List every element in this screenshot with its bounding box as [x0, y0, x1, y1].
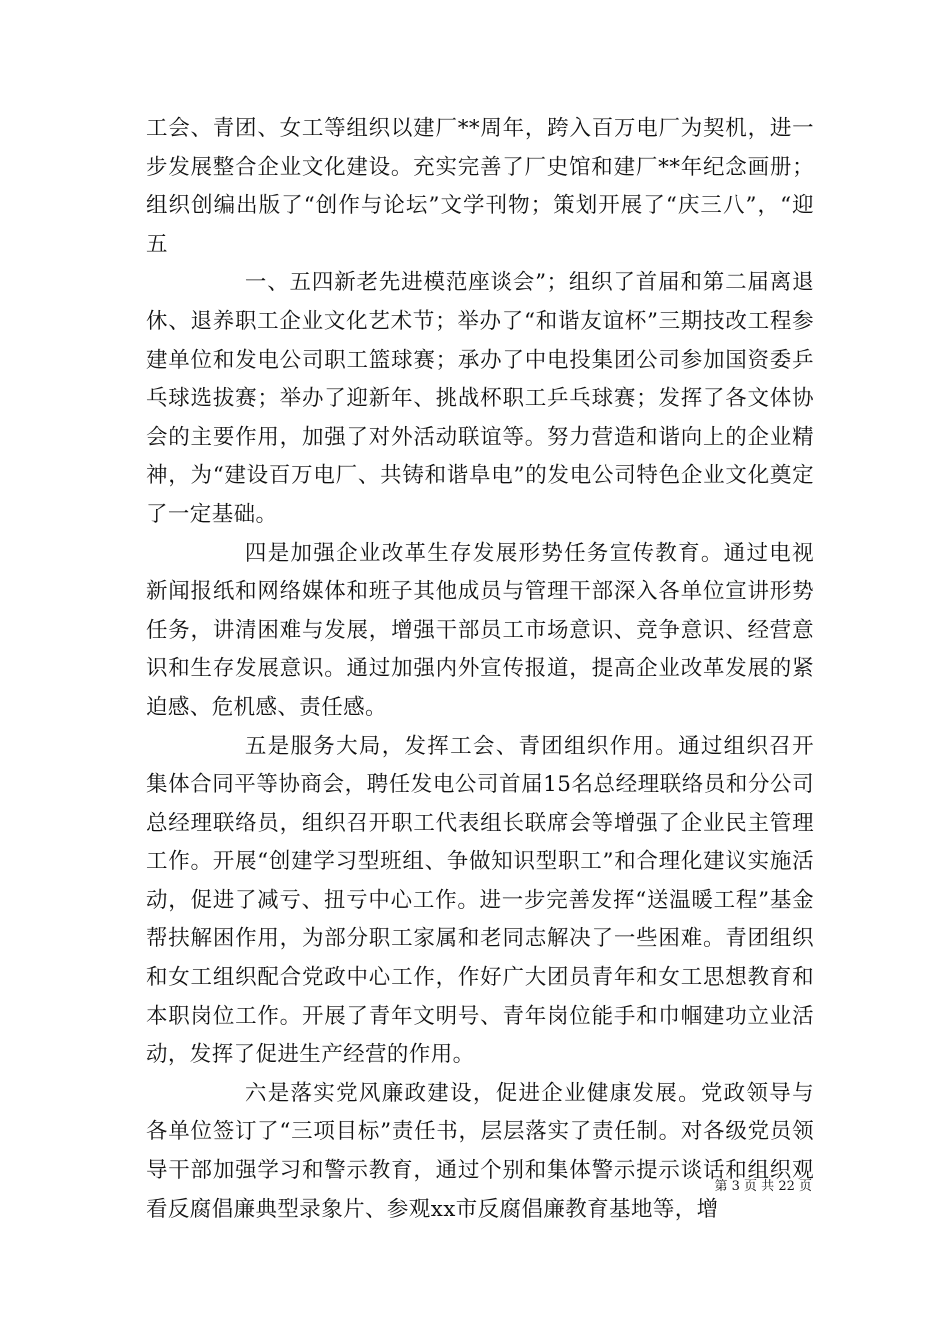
paragraph-2: 一、五四新老先进模范座谈会”；组织了首届和第二届离退休、退养职工企业文化艺术节；举办了“和谐友谊杯”三期技改工程参建单位和发电公司职工篮球赛；承办了中电投集团公司参加国资委乒乓球选拔赛；举办了迎新年、挑战杯职工乒乓球赛；发挥了各文体协会的主要作用，加强了对外活动联谊等。努力营造和谐向上的企业精神，为“建设百万电厂、共铸和谐阜电”的发电公司特色企业文化奠定了一定基础。: [146, 270, 814, 527]
paragraph-5: 六是落实党风廉政建设，促进企业健康发展。党政领导与各单位签订了“三项目标”责任书，层层落实了责任制。对各级党员领导干部加强学习和警示教育，通过个别和集体警示提示谈话和组织观看反腐倡廉典型录象片、参观xx市反腐倡廉教育基地等，增: [146, 1080, 814, 1222]
paragraph-1: 工会、青团、女工等组织以建厂**周年，跨入百万电厂为契机，进一步发展整合企业文化建设。充实完善了厂史馆和建厂**年纪念画册；组织创编出版了“创作与论坛”文学刊物；策划开展了“庆三八”，“迎五: [146, 116, 814, 257]
document-body: [146, 110, 814, 1229]
paragraph-3: 四是加强企业改革生存发展形势任务宣传教育。通过电视新闻报纸和网络媒体和班子其他成员与管理干部深入各单位宣讲形势任务，讲清困难与发展，增强干部员工市场意识、竞争意识、经营意识和生存发展意识。通过加强内外宣传报道，提高企业改革发展的紧迫感、危机感、责任感。: [146, 540, 814, 720]
paragraph-4: 五是服务大局，发挥工会、青团组织作用。通过组织召开集体合同平等协商会，聘任发电公司首届15名总经理联络员和分公司总经理联络员，组织召开职工代表组长联席会等增强了企业民主管理工作。开展“创建学习型班组、争做知识型职工”和合理化建议实施活动，促进了减亏、扭亏中心工作。进一步完善发挥“送温暖工程”基金帮扶解困作用，为部分职工家属和老同志解决了一些困难。青团组织和女工组织配合党政中心工作，作好广大团员青年和女工思想教育和本职岗位工作。开展了青年文明号、青年岗位能手和巾帼建功立业活动，发挥了促进生产经营的作用。: [146, 733, 814, 1068]
page-number: 第 3 页 共 22 页: [714, 1179, 812, 1194]
